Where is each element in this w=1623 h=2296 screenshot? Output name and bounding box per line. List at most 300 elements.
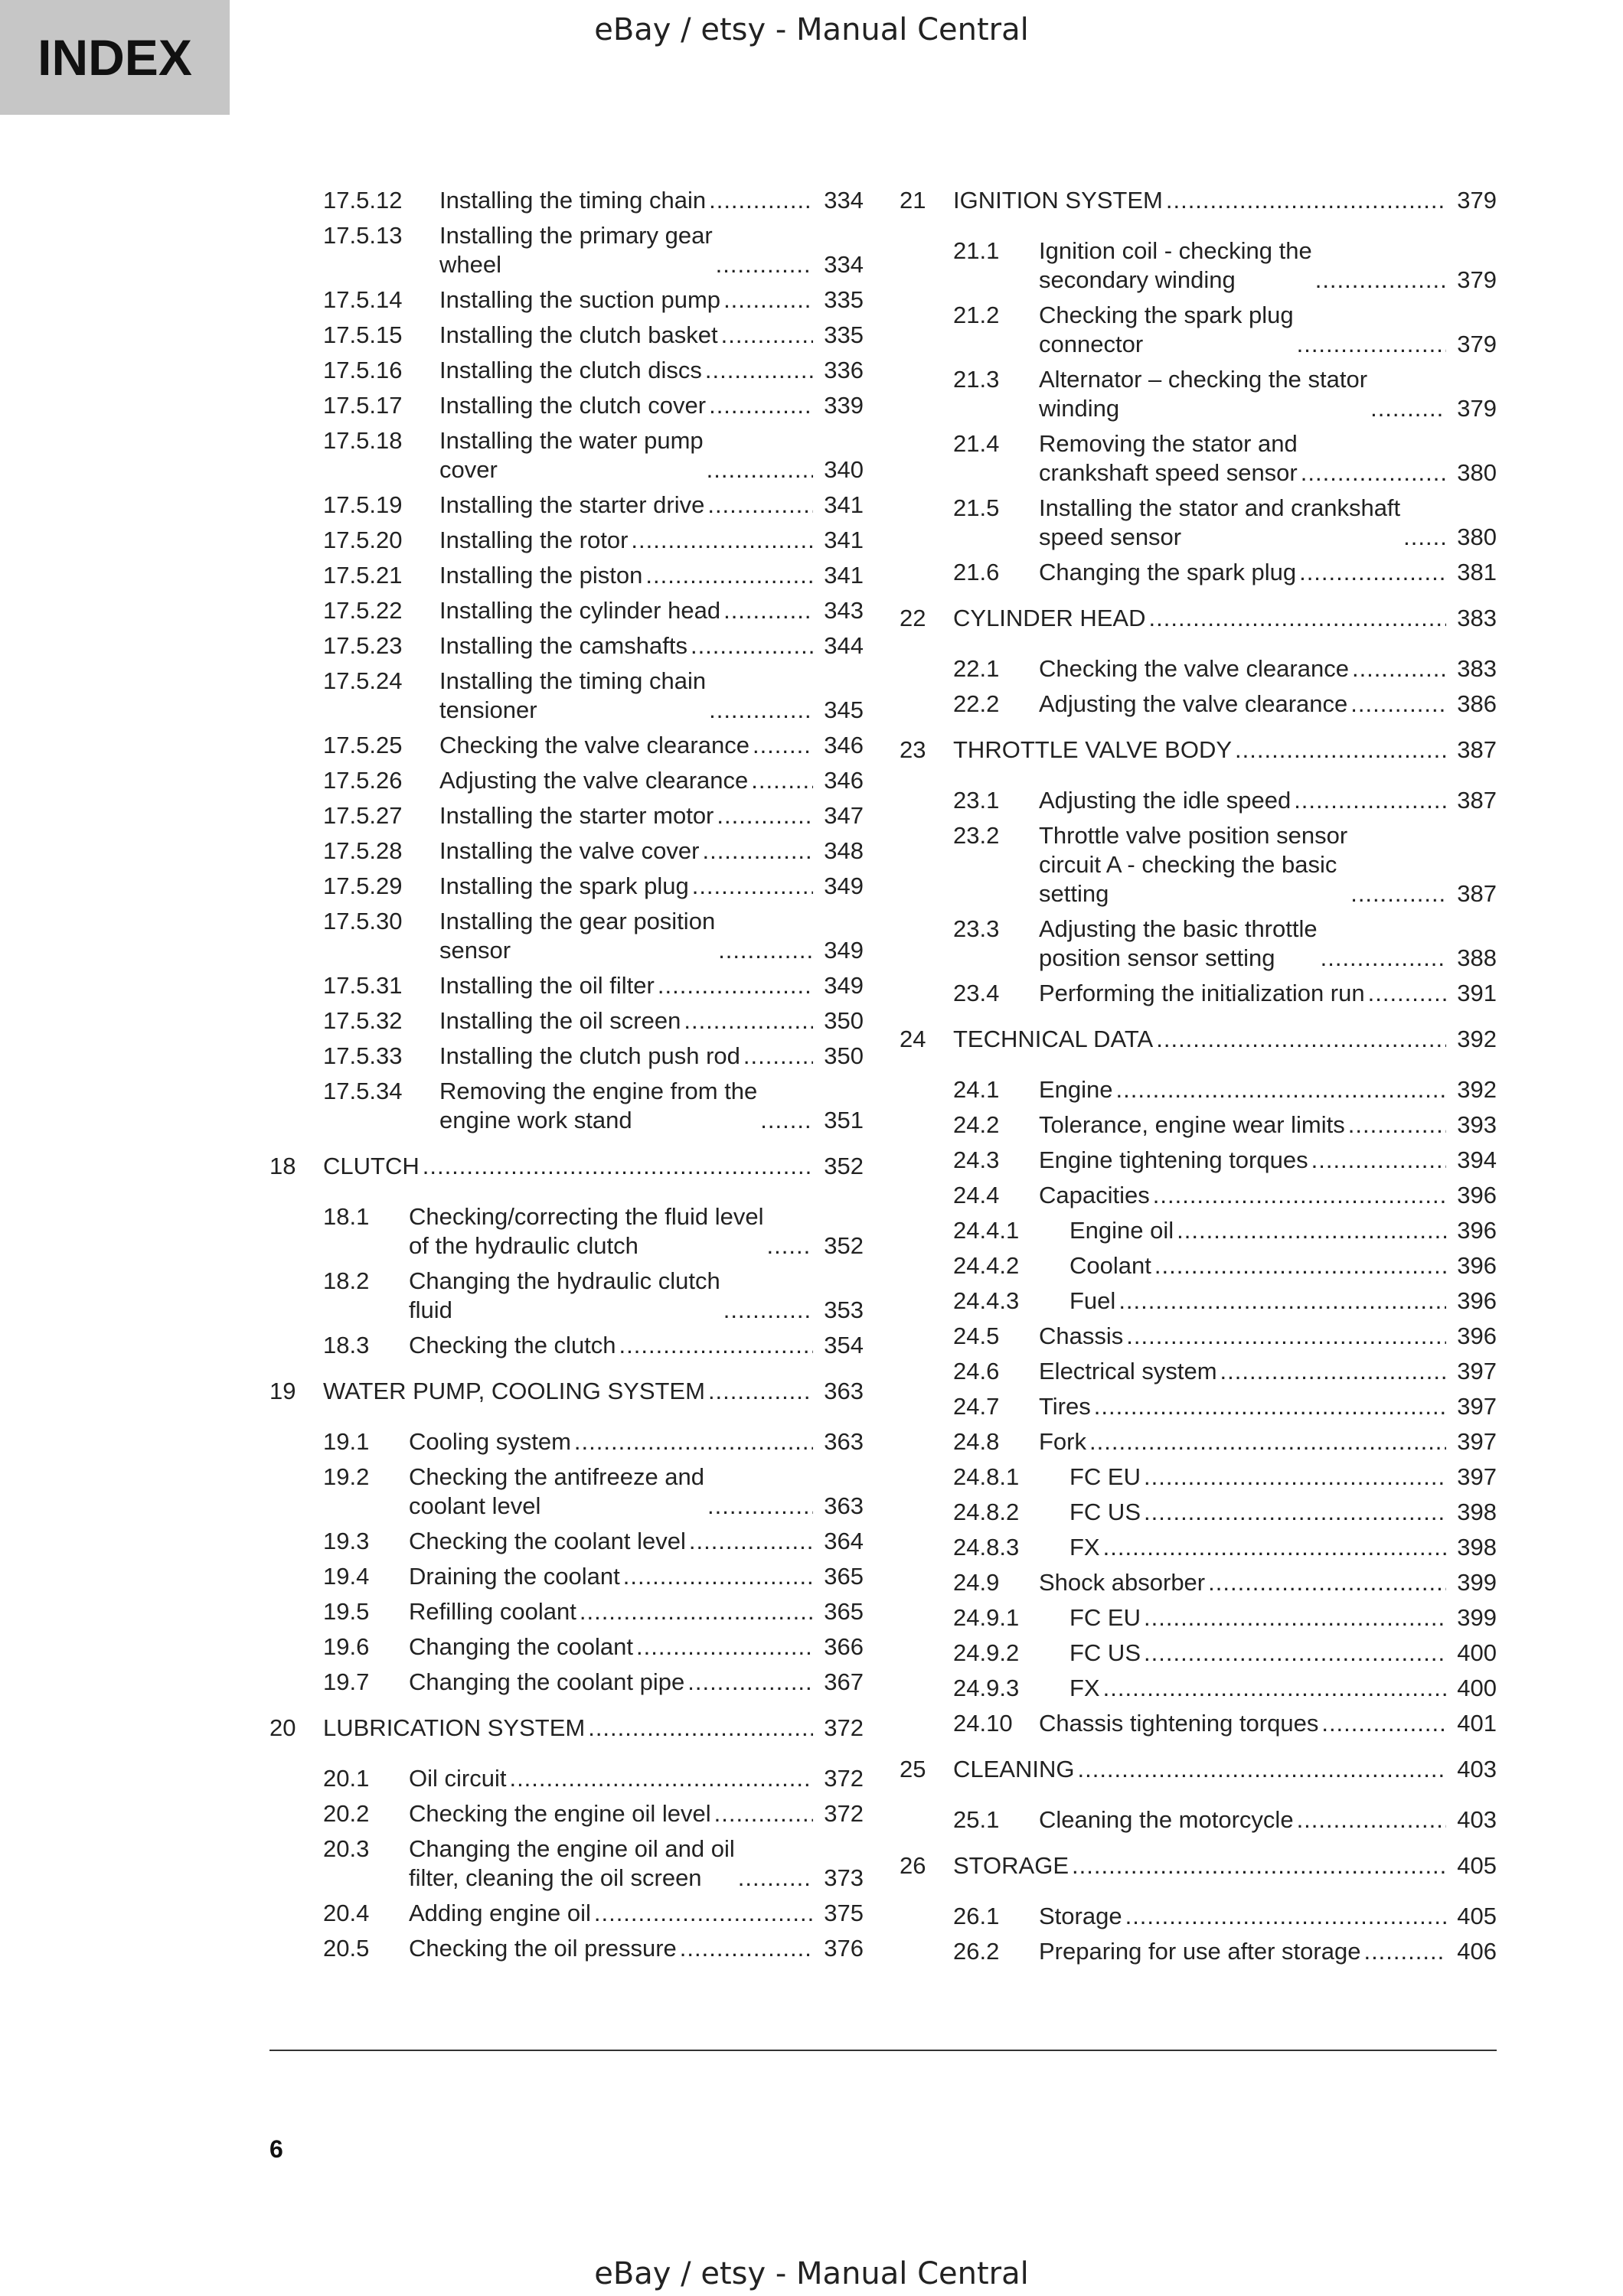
toc-entry[interactable] — [900, 1937, 1497, 1966]
toc-entry-number: 17.5.15 — [323, 321, 403, 348]
toc-entry-page: 379 — [1457, 266, 1497, 293]
toc-entry-number: 17.5.24 — [323, 667, 403, 694]
dot-leader — [764, 1231, 813, 1261]
toc-entry-page: 345 — [824, 696, 864, 723]
toc-entry-page: 366 — [824, 1633, 864, 1660]
dot-leader — [718, 321, 813, 350]
dot-leader — [1100, 1674, 1446, 1703]
toc-entry-title: Installing the starter drive — [439, 491, 705, 518]
toc-entry-number: 17.5.25 — [323, 732, 403, 758]
dot-leader — [655, 971, 813, 1000]
toc-chapter-entry[interactable] — [900, 186, 1497, 215]
toc-entry[interactable] — [269, 285, 864, 315]
toc-entry[interactable] — [900, 1427, 1497, 1456]
toc-entry[interactable] — [269, 1764, 864, 1793]
dot-leader — [702, 356, 813, 385]
dot-leader — [1141, 1639, 1446, 1668]
toc-entry-title: CLUTCH — [323, 1153, 420, 1179]
toc-entry[interactable] — [900, 821, 1497, 908]
toc-entry-number: 17.5.23 — [323, 632, 403, 659]
toc-entry[interactable] — [269, 837, 864, 866]
toc-entry[interactable] — [900, 1568, 1497, 1597]
toc-entry[interactable] — [269, 491, 864, 520]
dot-leader — [1360, 1937, 1446, 1966]
dot-leader — [1151, 1251, 1446, 1280]
toc-entry-page: 380 — [1457, 459, 1497, 486]
toc-entry-number: 20.3 — [323, 1835, 370, 1862]
toc-entry[interactable] — [900, 494, 1497, 552]
toc-entry-page: 400 — [1457, 1639, 1497, 1666]
toc-entry-title: THROTTLE VALVE BODY — [953, 736, 1233, 763]
toc-entry-page: 405 — [1457, 1852, 1497, 1879]
toc-entry-number: 23.1 — [953, 787, 1000, 814]
toc-entry-title: WATER PUMP, COOLING SYSTEM — [323, 1378, 705, 1404]
toc-entry-number: 17.5.28 — [323, 837, 403, 864]
toc-entry-page: 386 — [1457, 690, 1497, 717]
toc-entry-title: Checking the coolant level — [409, 1528, 686, 1554]
dot-leader — [706, 186, 813, 215]
toc-entry-number: 17.5.17 — [323, 392, 403, 419]
toc-entry-number: 19.7 — [323, 1668, 370, 1695]
toc-entry-number: 18 — [269, 1153, 296, 1179]
toc-entry[interactable] — [900, 1533, 1497, 1562]
toc-entry[interactable] — [900, 1075, 1497, 1104]
toc-entry-number: 22.1 — [953, 655, 1000, 682]
toc-entry-page: 397 — [1457, 1393, 1497, 1420]
dot-leader — [420, 1152, 813, 1181]
toc-entry[interactable] — [269, 667, 864, 725]
dot-leader — [1318, 944, 1446, 973]
toc-entry-number: 17.5.13 — [323, 222, 403, 249]
toc-entry[interactable] — [900, 1146, 1497, 1175]
toc-entry-number: 24.6 — [953, 1358, 1000, 1384]
dot-leader — [1113, 1075, 1446, 1104]
toc-entry[interactable] — [269, 1267, 864, 1325]
toc-entry-page: 349 — [824, 937, 864, 964]
toc-entry-number: 24.4.2 — [953, 1252, 1020, 1279]
toc-entry-number: 18.2 — [323, 1267, 370, 1294]
toc-entry-number: 17.5.19 — [323, 491, 403, 518]
toc-entry-page: 349 — [824, 972, 864, 999]
toc-entry-number: 24.10 — [953, 1710, 1013, 1737]
toc-entry[interactable] — [269, 1632, 864, 1662]
toc-entry-page: 383 — [1457, 655, 1497, 682]
toc-entry[interactable] — [900, 1709, 1497, 1738]
toc-entry-number: 17.5.18 — [323, 427, 403, 454]
toc-entry-number: 19.6 — [323, 1633, 370, 1660]
toc-entry[interactable] — [269, 907, 864, 965]
dot-leader — [720, 285, 813, 315]
toc-entry-number: 23.4 — [953, 980, 1000, 1006]
toc-entry-title: Adjusting the basic throttle position sensor setting — [1039, 915, 1318, 971]
dot-leader — [1232, 735, 1446, 765]
toc-entry-page: 351 — [824, 1107, 864, 1133]
toc-entry-number: 24.9.3 — [953, 1675, 1020, 1701]
toc-chapter-entry[interactable] — [900, 1025, 1497, 1054]
toc-entry[interactable] — [269, 186, 864, 215]
toc-entry-title: FX — [1069, 1534, 1100, 1561]
toc-entry[interactable] — [900, 1251, 1497, 1280]
dot-leader — [740, 1042, 813, 1071]
toc-entry[interactable] — [269, 356, 864, 385]
toc-entry-page: 392 — [1457, 1026, 1497, 1052]
toc-entry[interactable] — [900, 915, 1497, 973]
toc-entry[interactable] — [900, 1603, 1497, 1632]
toc-entry-number: 17.5.12 — [323, 187, 403, 214]
toc-entry-page: 403 — [1457, 1806, 1497, 1833]
toc-entry-number: 24.9.1 — [953, 1604, 1020, 1631]
toc-entry-page: 336 — [824, 357, 864, 383]
dot-leader — [633, 1632, 813, 1662]
dot-leader — [1367, 394, 1446, 423]
toc-entry-page: 353 — [824, 1296, 864, 1323]
toc-entry-title: CLEANING — [953, 1756, 1075, 1782]
toc-entry-title: Checking the engine oil level — [409, 1800, 711, 1827]
toc-entry-number: 18.3 — [323, 1332, 370, 1358]
toc-entry-title: Checking the valve clearance — [1039, 655, 1349, 682]
toc-entry-number: 17.5.27 — [323, 802, 403, 829]
dot-leader — [687, 631, 813, 660]
toc-entry-title: Checking the clutch — [409, 1332, 616, 1358]
dot-leader — [689, 872, 813, 901]
toc-entry-number: 19 — [269, 1378, 296, 1404]
toc-entry-page: 391 — [1457, 980, 1497, 1006]
toc-entry[interactable] — [900, 1639, 1497, 1668]
toc-chapter-entry[interactable] — [900, 604, 1497, 633]
toc-entry-page: 400 — [1457, 1675, 1497, 1701]
toc-entry-number: 25 — [900, 1756, 926, 1782]
dot-leader — [1141, 1603, 1446, 1632]
dot-leader — [704, 455, 813, 484]
toc-entry-page: 344 — [824, 632, 864, 659]
toc-entry-number: 26 — [900, 1852, 926, 1879]
toc-entry-title: Installing the clutch cover — [439, 392, 707, 419]
toc-entry[interactable] — [900, 690, 1497, 719]
toc-entry[interactable] — [900, 1674, 1497, 1703]
toc-entry-page: 379 — [1457, 331, 1497, 357]
toc-entry-page: 396 — [1457, 1252, 1497, 1279]
dot-leader — [713, 250, 813, 279]
toc-entry[interactable] — [900, 429, 1497, 488]
toc-entry[interactable] — [269, 731, 864, 760]
toc-entry-title: Engine — [1039, 1076, 1113, 1103]
toc-entry-page: 388 — [1457, 944, 1497, 971]
toc-entry-page: 372 — [824, 1800, 864, 1827]
dot-leader — [748, 766, 813, 795]
toc-entry[interactable] — [269, 766, 864, 795]
toc-entry-number: 21.6 — [953, 559, 1000, 585]
toc-entry-number: 17.5.26 — [323, 767, 403, 794]
toc-entry-number: 24.2 — [953, 1111, 1000, 1138]
toc-entry-title: Electrical system — [1039, 1358, 1217, 1384]
toc-entry-page: 406 — [1457, 1938, 1497, 1965]
toc-entry[interactable] — [269, 561, 864, 590]
toc-entry[interactable] — [269, 1668, 864, 1697]
toc-entry-page: 363 — [824, 1492, 864, 1519]
dot-leader — [1347, 690, 1446, 719]
toc-entry[interactable] — [269, 391, 864, 420]
dot-leader — [1318, 1709, 1446, 1738]
toc-entry[interactable] — [269, 1202, 864, 1261]
toc-entry[interactable] — [900, 365, 1497, 423]
toc-entry-title: Throttle valve position sensor circuit A - checking the basic setting — [1039, 822, 1348, 907]
toc-entry-page: 397 — [1457, 1428, 1497, 1455]
toc-entry[interactable] — [900, 1322, 1497, 1351]
toc-entry-number: 19.4 — [323, 1563, 370, 1590]
toc-entry-number: 24.8 — [953, 1428, 1000, 1455]
dot-leader — [706, 391, 813, 420]
toc-entry-number: 21 — [900, 187, 926, 214]
toc-entry-number: 19.2 — [323, 1463, 370, 1490]
dot-leader — [1141, 1463, 1446, 1492]
toc-entry-title: Installing the oil screen — [439, 1007, 681, 1034]
dot-leader — [735, 1864, 813, 1893]
toc-entry-page: 349 — [824, 872, 864, 899]
toc-entry-number: 24.8.3 — [953, 1534, 1020, 1561]
toc-entry[interactable] — [900, 1110, 1497, 1140]
toc-entry-number: 17.5.29 — [323, 872, 403, 899]
toc-entry-page: 335 — [824, 321, 864, 348]
toc-entry-page: 387 — [1457, 736, 1497, 763]
dot-leader — [642, 561, 813, 590]
toc-entry-number: 22.2 — [953, 690, 1000, 717]
toc-entry-number: 17.5.33 — [323, 1042, 403, 1069]
toc-entry-title: Adjusting the valve clearance — [1039, 690, 1348, 717]
toc-entry[interactable] — [269, 1562, 864, 1591]
toc-entry-title: Installing the cylinder head — [439, 597, 721, 624]
toc-entry[interactable] — [269, 1463, 864, 1521]
toc-entry-title: Capacities — [1039, 1182, 1150, 1208]
toc-entry-page: 380 — [1457, 523, 1497, 550]
toc-entry[interactable] — [900, 301, 1497, 359]
dot-leader — [1122, 1902, 1446, 1931]
toc-entry-title: Checking the spark plug connector — [1039, 302, 1294, 357]
dot-leader — [1123, 1322, 1446, 1351]
toc-entry[interactable] — [900, 979, 1497, 1008]
toc-entry[interactable] — [900, 236, 1497, 295]
dot-leader — [684, 1668, 813, 1697]
toc-entry-page: 405 — [1457, 1903, 1497, 1929]
toc-entry-title: Installing the camshafts — [439, 632, 687, 659]
toc-entry-number: 21.1 — [953, 237, 1000, 264]
toc-entry[interactable] — [269, 1899, 864, 1928]
toc-entry-number: 19.3 — [323, 1528, 370, 1554]
toc-entry[interactable] — [269, 596, 864, 625]
toc-entry-page: 399 — [1457, 1604, 1497, 1631]
toc-entry-number: 21.2 — [953, 302, 1000, 328]
toc-entry-title: Engine tightening torques — [1039, 1146, 1308, 1173]
toc-entry[interactable] — [269, 1042, 864, 1071]
toc-entry[interactable] — [900, 654, 1497, 683]
toc-entry[interactable] — [269, 221, 864, 279]
toc-entry-title: Ignition coil - checking the secondary winding — [1039, 237, 1312, 293]
dot-leader — [1365, 979, 1446, 1008]
toc-entry-title: Fuel — [1069, 1287, 1116, 1314]
toc-entry[interactable] — [900, 1805, 1497, 1835]
toc-chapter-entry[interactable] — [900, 735, 1497, 765]
toc-entry-number: 17.5.32 — [323, 1007, 403, 1034]
dot-leader — [1086, 1427, 1446, 1456]
toc-entry[interactable] — [269, 801, 864, 830]
dot-leader — [1312, 266, 1446, 295]
toc-entry-title: Installing the timing chain — [439, 187, 707, 214]
toc-entry[interactable] — [900, 1216, 1497, 1245]
toc-entry-title: Cleaning the motorcycle — [1039, 1806, 1294, 1833]
toc-entry-number: 20.1 — [323, 1765, 370, 1792]
dot-leader — [1349, 654, 1446, 683]
dot-leader — [1091, 1392, 1446, 1421]
toc-entry-page: 379 — [1457, 187, 1497, 214]
toc-entry-title: Installing the clutch discs — [439, 357, 702, 383]
toc-entry-title: TECHNICAL DATA — [953, 1026, 1154, 1052]
dot-leader — [1150, 1181, 1446, 1210]
toc-entry[interactable] — [900, 1181, 1497, 1210]
toc-entry-number: 21.5 — [953, 494, 1000, 521]
dot-leader — [720, 596, 813, 625]
toc-entry-title: Performing the initialization run — [1039, 980, 1365, 1006]
toc-entry-title: Adding engine oil — [409, 1900, 591, 1926]
toc-entry-title: Alternator – checking the stator winding — [1039, 366, 1368, 422]
toc-entry-page: 387 — [1457, 880, 1497, 907]
toc-entry[interactable] — [900, 786, 1497, 815]
dot-leader — [1153, 1025, 1446, 1054]
toc-entry-page: 341 — [824, 527, 864, 553]
toc-entry-number: 24.4 — [953, 1182, 1000, 1208]
index-tab: INDEX — [0, 0, 230, 115]
toc-entry-number: 17.5.14 — [323, 286, 403, 313]
toc-entry[interactable] — [269, 1006, 864, 1035]
toc-chapter-entry[interactable] — [269, 1714, 864, 1743]
dot-leader — [714, 801, 813, 830]
toc-entry-number: 23.3 — [953, 915, 1000, 942]
toc-entry-page: 340 — [824, 456, 864, 483]
toc-entry[interactable] — [900, 1287, 1497, 1316]
toc-entry-number: 24.7 — [953, 1393, 1000, 1420]
toc-entry-page: 365 — [824, 1598, 864, 1625]
toc-entry[interactable] — [269, 426, 864, 484]
toc-entry-page: 363 — [824, 1378, 864, 1404]
toc-entry[interactable] — [269, 1427, 864, 1456]
toc-entry-title: Tolerance, engine wear limits — [1039, 1111, 1345, 1138]
dot-leader — [749, 731, 813, 760]
toc-entry-number: 24.8.2 — [953, 1499, 1020, 1525]
dot-leader — [1115, 1287, 1446, 1316]
toc-entry-page: 341 — [824, 491, 864, 518]
toc-entry-number: 18.1 — [323, 1203, 370, 1230]
toc-entry[interactable] — [269, 872, 864, 901]
toc-entry[interactable] — [900, 1357, 1497, 1386]
toc-entry-page: 396 — [1457, 1322, 1497, 1349]
toc-entry-number: 26.2 — [953, 1938, 1000, 1965]
dot-leader — [571, 1427, 813, 1456]
toc-entry[interactable] — [269, 1597, 864, 1626]
dot-leader — [711, 1799, 813, 1828]
toc-entry-number: 17.5.16 — [323, 357, 403, 383]
dot-leader — [1294, 330, 1446, 359]
toc-entry[interactable] — [269, 631, 864, 660]
toc-entry[interactable] — [900, 1498, 1497, 1527]
toc-entry-page: 350 — [824, 1042, 864, 1069]
dot-leader — [1074, 1755, 1446, 1784]
toc-entry[interactable] — [269, 1077, 864, 1135]
toc-entry-page: 373 — [824, 1864, 864, 1891]
dot-leader — [1205, 1568, 1446, 1597]
toc-entry-number: 22 — [900, 605, 926, 631]
toc-chapter-entry[interactable] — [269, 1152, 864, 1181]
toc-entry-page: 397 — [1457, 1463, 1497, 1490]
dot-leader — [705, 1377, 813, 1406]
toc-chapter-entry[interactable] — [269, 1377, 864, 1406]
toc-entry-number: 17.5.34 — [323, 1078, 403, 1104]
dot-leader — [1291, 786, 1446, 815]
toc-entry-page: 398 — [1457, 1534, 1497, 1561]
dot-leader — [1141, 1498, 1446, 1527]
toc-entry-title: FC US — [1069, 1639, 1141, 1666]
toc-entry-title: Changing the coolant pipe — [409, 1668, 685, 1695]
toc-entry[interactable] — [900, 1902, 1497, 1931]
toc-entry-title: Adjusting the idle speed — [1039, 787, 1292, 814]
toc-entry[interactable] — [900, 1463, 1497, 1492]
toc-entry-page: 334 — [824, 187, 864, 214]
toc-entry[interactable] — [269, 1527, 864, 1556]
toc-entry[interactable] — [269, 1799, 864, 1828]
toc-entry[interactable] — [269, 1331, 864, 1360]
toc-entry-title: Installing the gear position sensor — [439, 908, 716, 964]
toc-entry-page: 396 — [1457, 1217, 1497, 1244]
toc-entry-title: LUBRICATION SYSTEM — [323, 1714, 586, 1741]
toc-entry-title: Changing the spark plug — [1039, 559, 1297, 585]
toc-entry[interactable] — [269, 971, 864, 1000]
toc-entry-title: Changing the hydraulic clutch fluid — [409, 1267, 720, 1323]
toc-entry-page: 352 — [824, 1153, 864, 1179]
dot-leader — [1296, 558, 1446, 587]
toc-entry-number: 23.2 — [953, 822, 1000, 849]
dot-leader — [506, 1764, 813, 1793]
dot-leader — [677, 1934, 813, 1963]
toc-entry[interactable] — [269, 1934, 864, 1963]
toc-entry-title: FC EU — [1069, 1463, 1141, 1490]
dot-leader — [1163, 186, 1446, 215]
toc-entry-page: 381 — [1457, 559, 1497, 585]
toc-entry-page: 397 — [1457, 1358, 1497, 1384]
toc-chapter-entry[interactable] — [900, 1851, 1497, 1880]
footer-divider — [269, 2050, 1497, 2051]
toc-entry[interactable] — [900, 1392, 1497, 1421]
toc-entry[interactable] — [269, 321, 864, 350]
toc-entry-number: 19.5 — [323, 1598, 370, 1625]
toc-entry-page: 379 — [1457, 395, 1497, 422]
toc-entry-page: 352 — [824, 1232, 864, 1259]
toc-entry-number: 19.1 — [323, 1428, 370, 1455]
toc-entry[interactable] — [900, 558, 1497, 587]
toc-entry-page: 396 — [1457, 1287, 1497, 1314]
toc-entry-number: 20 — [269, 1714, 296, 1741]
toc-entry[interactable] — [269, 526, 864, 555]
dot-leader — [1308, 1146, 1446, 1175]
dot-leader — [1298, 458, 1446, 488]
dot-leader — [686, 1527, 813, 1556]
dot-leader — [1100, 1533, 1446, 1562]
toc-entry-title: Refilling coolant — [409, 1598, 576, 1625]
toc-entry-number: 21.3 — [953, 366, 1000, 393]
toc-entry-number: 17.5.21 — [323, 562, 403, 589]
dot-leader — [1345, 1110, 1446, 1140]
dot-leader — [1174, 1216, 1446, 1245]
toc-chapter-entry[interactable] — [900, 1755, 1497, 1784]
toc-entry-title: Tires — [1039, 1393, 1091, 1420]
toc-entry[interactable] — [269, 1835, 864, 1893]
dot-leader — [1400, 523, 1446, 552]
